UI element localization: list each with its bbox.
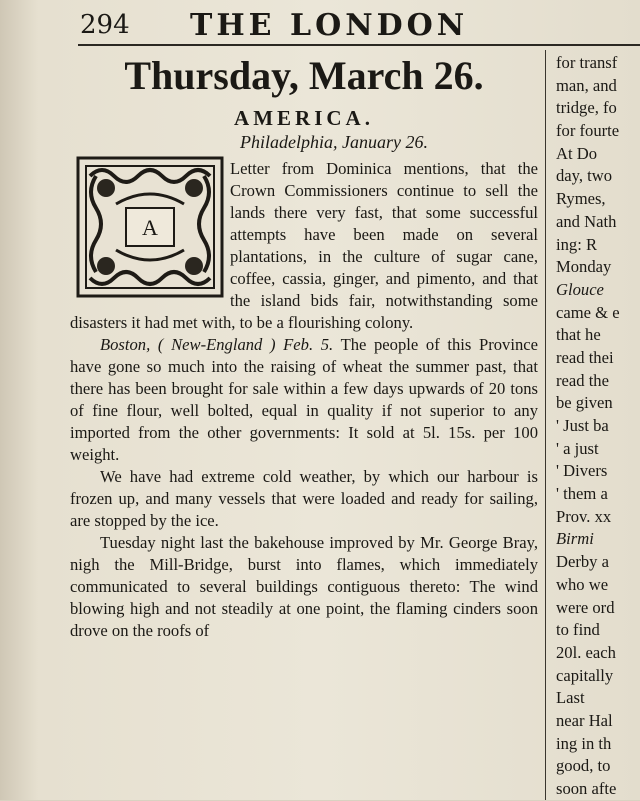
side-line: to find: [556, 620, 600, 640]
side-line: ' them a: [556, 484, 608, 504]
side-line: were ord: [556, 597, 615, 617]
side-line: ing in th: [556, 733, 612, 753]
side-line: ' a just: [556, 438, 599, 458]
side-line: for transf: [556, 53, 618, 72]
main-column: [70, 52, 538, 642]
side-line: 20l. each: [556, 642, 616, 662]
article-body: [70, 154, 538, 642]
side-line: good, to: [556, 756, 611, 776]
side-line: day, two: [556, 166, 613, 186]
page-number: 294: [80, 10, 130, 40]
newspaper-title: THE LONDON: [190, 8, 469, 42]
side-line: Last: [556, 688, 585, 708]
side-line: be given: [556, 393, 613, 413]
drop-cap-letter: A: [142, 215, 158, 240]
side-line: Birmi: [556, 529, 594, 549]
side-line: and Nath: [556, 211, 617, 231]
side-line: capitally: [556, 665, 614, 685]
column-rule: [545, 50, 546, 800]
issue-date: Thursday, March 26.: [124, 53, 484, 98]
adjacent-column-fragment: [556, 52, 640, 801]
side-line: soon afte: [556, 779, 617, 798]
side-line: ' Just ba: [556, 416, 609, 435]
side-line: who we: [556, 574, 609, 594]
masthead-rule: [78, 44, 640, 46]
side-line: Rymes,: [556, 189, 606, 209]
side-line: At Do: [556, 143, 598, 163]
side-line: came & e: [556, 302, 620, 322]
side-line: for fourte: [556, 121, 620, 141]
side-line: near Hal: [556, 710, 613, 730]
side-line: that he: [556, 325, 601, 345]
paragraph-weather: We have had extreme cold weather, by which our harbour is frozen up, and many vessels that were loaded and ready for sailing, are stopped by the ice.: [70, 467, 538, 530]
side-line: Glouce: [556, 279, 604, 299]
boston-location: Boston, ( New-England ) Feb. 5.: [100, 335, 334, 354]
paragraph-dominica: Letter from Dominica mentions, that the Crown Commissioners continue to sell the lands there very fast, that some successful attempts have been made on several plantations, in the culture of sugar cane, coffee, cassia, ginger, and pimento, and that the island bids fair, notwithstanding some disasters it had met with, to be a flourishing colony.: [70, 159, 538, 332]
side-line: tridge, fo: [556, 98, 617, 118]
side-line: ing: R: [556, 234, 598, 254]
masthead: [80, 6, 640, 42]
side-line: Prov. xx: [556, 506, 612, 526]
section-heading: AMERICA.: [234, 106, 374, 130]
side-line: man, and: [556, 75, 617, 95]
paragraph-boston: [70, 334, 538, 466]
paragraph-fire: Tuesday night last the bakehouse improved by Mr. George Bray, nigh the Mill-Bridge, burst into flames, which immediately communicated to several buildings contiguous thereto: The wind blowing high and not steadily at one point, the flaming cinders soon drove on the roofs of: [70, 533, 538, 640]
ornamental-drop-cap: [76, 156, 224, 298]
boston-text: The people of this Province have gone so much into the raising of wheat the summer past, that there has been brought for sale within a few days upwards of 20 tons of fine flour, well bolted, equal in quality if not superior to any imported from the other governments: It sold at 5l. 15s. per 100 weight.: [70, 335, 538, 464]
side-line: Derby a: [556, 552, 609, 572]
side-line: read thei: [556, 347, 614, 367]
side-line: ' Divers: [556, 461, 608, 481]
side-line: Monday: [556, 257, 612, 277]
side-line: read the: [556, 370, 609, 390]
article-dateline: Philadelphia, January 26.: [240, 132, 428, 152]
